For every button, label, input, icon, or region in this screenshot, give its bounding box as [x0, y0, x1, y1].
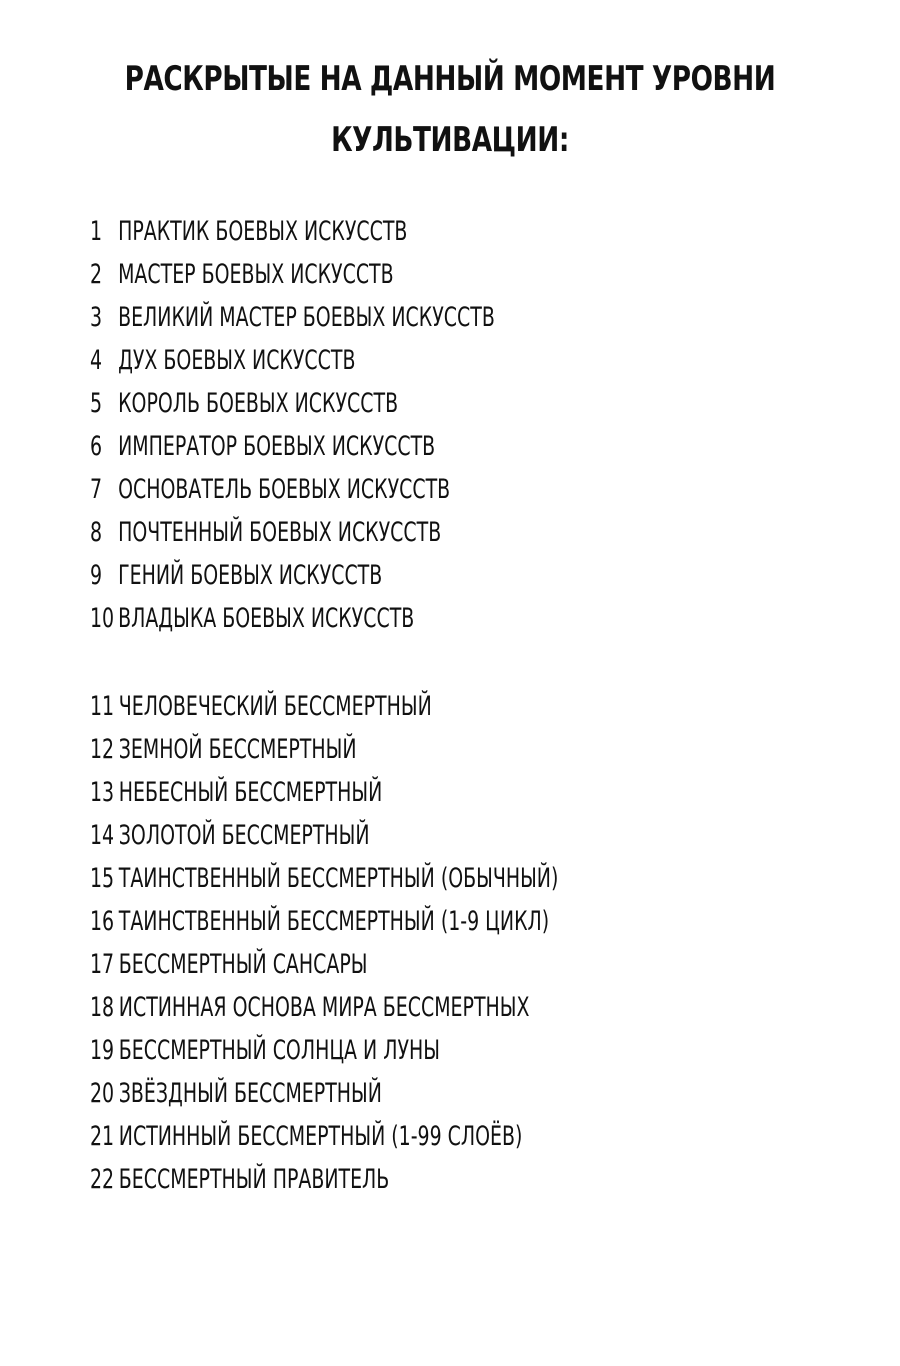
level-number: 11 [90, 691, 115, 722]
level-number: 12 [90, 734, 115, 765]
list-item [90, 857, 558, 900]
level-label: ИСТИННЫЙ БЕССМЕРТНЫЙ (1-99 СЛОЁВ) [118, 1121, 523, 1152]
list-item [90, 1029, 558, 1072]
list-item [90, 1158, 558, 1201]
level-label: ВЕЛИКИЙ МАСТЕР БОЕВЫХ ИСКУССТВ [118, 302, 495, 333]
level-number: 4 [90, 345, 103, 376]
level-number: 21 [90, 1121, 115, 1152]
list-item [90, 253, 495, 296]
level-label: ПРАКТИК БОЕВЫХ ИСКУССТВ [118, 216, 408, 247]
level-number: 14 [90, 820, 115, 851]
level-label: ВЛАДЫКА БОЕВЫХ ИСКУССТВ [118, 603, 415, 634]
level-label: НЕБЕСНЫЙ БЕССМЕРТНЫЙ [118, 777, 383, 808]
level-label: ОСНОВАТЕЛЬ БОЕВЫХ ИСКУССТВ [118, 474, 451, 505]
level-label: ГЕНИЙ БОЕВЫХ ИСКУССТВ [118, 560, 383, 591]
level-label: ТАИНСТВЕННЫЙ БЕССМЕРТНЫЙ (ОБЫЧНЫЙ) [118, 863, 559, 894]
list-item [90, 210, 495, 253]
level-number: 19 [90, 1035, 115, 1066]
level-number: 10 [90, 603, 115, 634]
list-item [90, 728, 558, 771]
level-label: БЕССМЕРТНЫЙ САНСАРЫ [118, 949, 368, 980]
martial-levels-list [90, 210, 609, 640]
list-item [90, 554, 495, 597]
list-item [90, 511, 495, 554]
level-number: 8 [90, 517, 103, 548]
list-item [90, 425, 495, 468]
list-item [90, 771, 558, 814]
level-label: ТАИНСТВЕННЫЙ БЕССМЕРТНЫЙ (1-9 ЦИКЛ) [118, 906, 550, 937]
level-label: ЗВЁЗДНЫЙ БЕССМЕРТНЫЙ [118, 1078, 382, 1109]
list-item [90, 1115, 558, 1158]
level-label: ИСТИННАЯ ОСНОВА МИРА БЕССМЕРТНЫХ [118, 992, 530, 1023]
level-label: БЕССМЕРТНЫЙ СОЛНЦА И ЛУНЫ [118, 1035, 441, 1066]
level-number: 16 [90, 906, 115, 937]
level-number: 13 [90, 777, 115, 808]
list-item [90, 468, 495, 511]
list-item [90, 900, 558, 943]
list-item [90, 296, 495, 339]
level-label: ЧЕЛОВЕЧЕСКИЙ БЕССМЕРТНЫЙ [118, 691, 432, 722]
level-number: 15 [90, 863, 115, 894]
level-number: 7 [90, 474, 103, 505]
level-number: 17 [90, 949, 115, 980]
level-label: ДУХ БОЕВЫХ ИСКУССТВ [118, 345, 356, 376]
level-number: 9 [90, 560, 103, 591]
level-label: БЕССМЕРТНЫЙ ПРАВИТЕЛЬ [118, 1164, 390, 1195]
level-number: 6 [90, 431, 103, 462]
list-item [90, 339, 495, 382]
list-item [90, 382, 495, 425]
level-label: ПОЧТЕННЫЙ БОЕВЫХ ИСКУССТВ [118, 517, 442, 548]
level-number: 20 [90, 1078, 115, 1109]
level-number: 3 [90, 302, 103, 333]
list-item [90, 685, 558, 728]
list-item [90, 986, 558, 1029]
immortal-levels-list [90, 685, 690, 1201]
list-item [90, 814, 558, 857]
page-title-line-2: КУЛЬТИВАЦИИ: [331, 120, 569, 160]
list-item [90, 1072, 558, 1115]
page-title-line-1: РАСКРЫТЫЕ НА ДАННЫЙ МОМЕНТ УРОВНИ [124, 59, 776, 99]
level-label: ЗЕМНОЙ БЕССМЕРТНЫЙ [118, 734, 357, 765]
list-item [90, 597, 495, 640]
level-label: ИМПЕРАТОР БОЕВЫХ ИСКУССТВ [118, 431, 436, 462]
level-label: КОРОЛЬ БОЕВЫХ ИСКУССТВ [118, 388, 399, 419]
level-label: ЗОЛОТОЙ БЕССМЕРТНЫЙ [118, 820, 370, 851]
level-number: 22 [90, 1164, 115, 1195]
list-item [90, 943, 558, 986]
level-label: МАСТЕР БОЕВЫХ ИСКУССТВ [118, 259, 394, 290]
level-number: 1 [90, 216, 103, 247]
level-number: 2 [90, 259, 103, 290]
level-number: 18 [90, 992, 115, 1023]
level-number: 5 [90, 388, 103, 419]
